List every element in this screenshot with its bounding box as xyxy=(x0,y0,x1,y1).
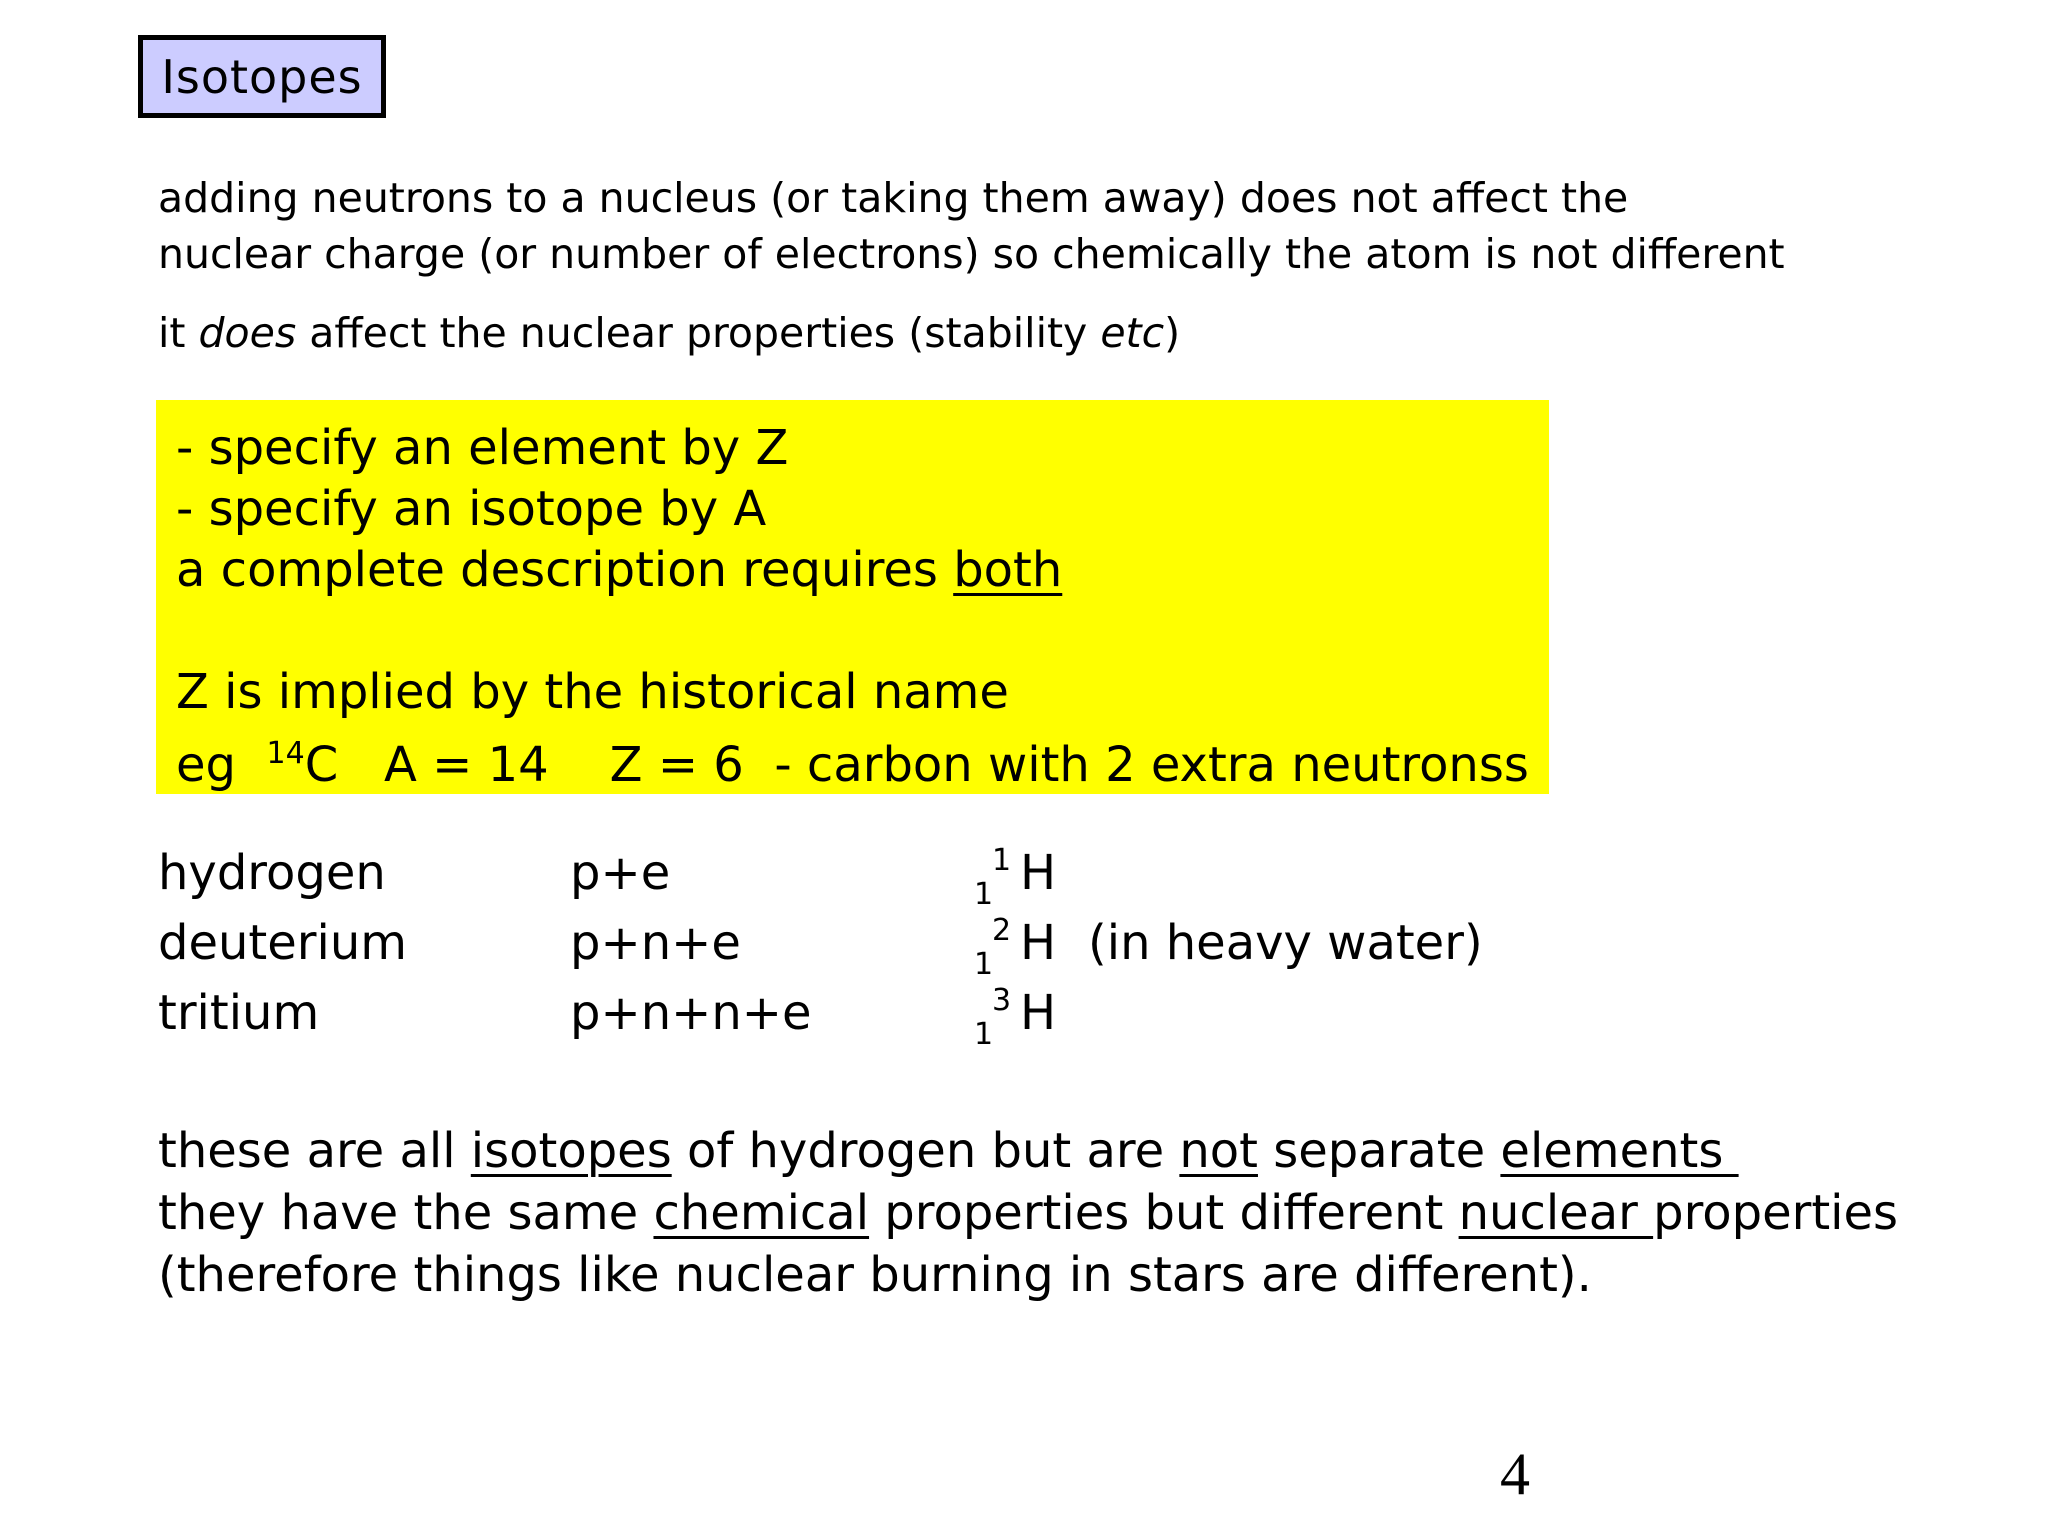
nuclide-notation xyxy=(974,843,1057,912)
isotope-composition: p+e xyxy=(570,845,671,901)
intro-line-1: adding neutrons to a nucleus (or taking them away) does not affect the xyxy=(158,174,1629,222)
emphasis-etc: etc xyxy=(1100,309,1165,357)
closing-text: properties xyxy=(1653,1185,1899,1241)
isotope-name: deuterium xyxy=(158,915,408,971)
underlined-isotopes: isotopes xyxy=(470,1123,672,1179)
highlight-line-3-prefix: a complete description requires xyxy=(176,542,954,598)
isotope-name: tritium xyxy=(158,985,320,1041)
closing-text: they have the same xyxy=(158,1185,654,1241)
isotope-note: (in heavy water) xyxy=(1088,915,1483,971)
element-symbol: H xyxy=(1020,915,1057,971)
highlight-box xyxy=(156,400,1549,794)
mass-number: 1 xyxy=(992,843,1012,878)
isotope-composition: p+n+n+e xyxy=(570,985,812,1041)
isotope-symbol xyxy=(974,983,1057,1052)
nuclide-notation xyxy=(974,913,1057,982)
slide-title: Isotopes xyxy=(138,35,386,118)
closing-line-1 xyxy=(158,1120,1898,1182)
element-symbol: H xyxy=(1020,985,1057,1041)
example-prefix: eg xyxy=(176,737,267,793)
isotope-symbol xyxy=(974,843,1057,912)
closing-line-3: (therefore things like nuclear burning in stars are different). xyxy=(158,1247,1592,1303)
nuclide-notation xyxy=(974,983,1057,1052)
closing-text: properties but different xyxy=(869,1185,1459,1241)
underlined-both: both xyxy=(953,542,1063,598)
highlight-line-2: - specify an isotope by A xyxy=(176,481,767,537)
closing-paragraph xyxy=(158,1120,1898,1306)
highlight-spacer xyxy=(176,601,1549,662)
highlight-example xyxy=(176,723,1549,793)
intro-line-3-mid: affect the nuclear properties (stability xyxy=(296,309,1101,357)
underlined-not: not xyxy=(1179,1123,1258,1179)
atomic-number: 1 xyxy=(974,1017,994,1052)
intro-line-3-suffix: ) xyxy=(1164,309,1181,357)
closing-text: separate xyxy=(1257,1123,1501,1179)
isotope-name: hydrogen xyxy=(158,845,386,901)
closing-text: these are all xyxy=(158,1123,471,1179)
underlined-chemical: chemical xyxy=(653,1185,870,1241)
example-mass-number: 14 xyxy=(266,736,305,771)
example-rest: A = 14 Z = 6 - carbon with 2 extra neutronss xyxy=(338,737,1529,793)
intro-line-3 xyxy=(158,305,1180,361)
highlight-line-3 xyxy=(176,540,1549,601)
emphasis-does: does xyxy=(198,309,297,357)
closing-line-2 xyxy=(158,1182,1898,1244)
atomic-number: 1 xyxy=(974,947,994,982)
underlined-nuclear: nuclear xyxy=(1458,1185,1654,1241)
example-symbol: C xyxy=(304,737,339,793)
intro-line-2: nuclear charge (or number of electrons) so chemically the atom is not different xyxy=(158,230,1785,278)
highlight-line-4: Z is implied by the historical name xyxy=(176,664,1009,720)
isotope-composition: p+n+e xyxy=(570,915,741,971)
mass-number: 2 xyxy=(992,913,1012,948)
closing-text: of hydrogen but are xyxy=(671,1123,1180,1179)
isotope-symbol xyxy=(974,913,1057,982)
highlight-line-1: - specify an element by Z xyxy=(176,420,789,476)
intro-line-3-prefix: it xyxy=(158,309,199,357)
page-number: 4 xyxy=(1500,1441,1530,1507)
atomic-number: 1 xyxy=(974,877,994,912)
intro-paragraph xyxy=(158,170,1785,282)
underlined-elements: elements xyxy=(1500,1123,1739,1179)
mass-number: 3 xyxy=(992,983,1012,1018)
element-symbol: H xyxy=(1020,845,1057,901)
